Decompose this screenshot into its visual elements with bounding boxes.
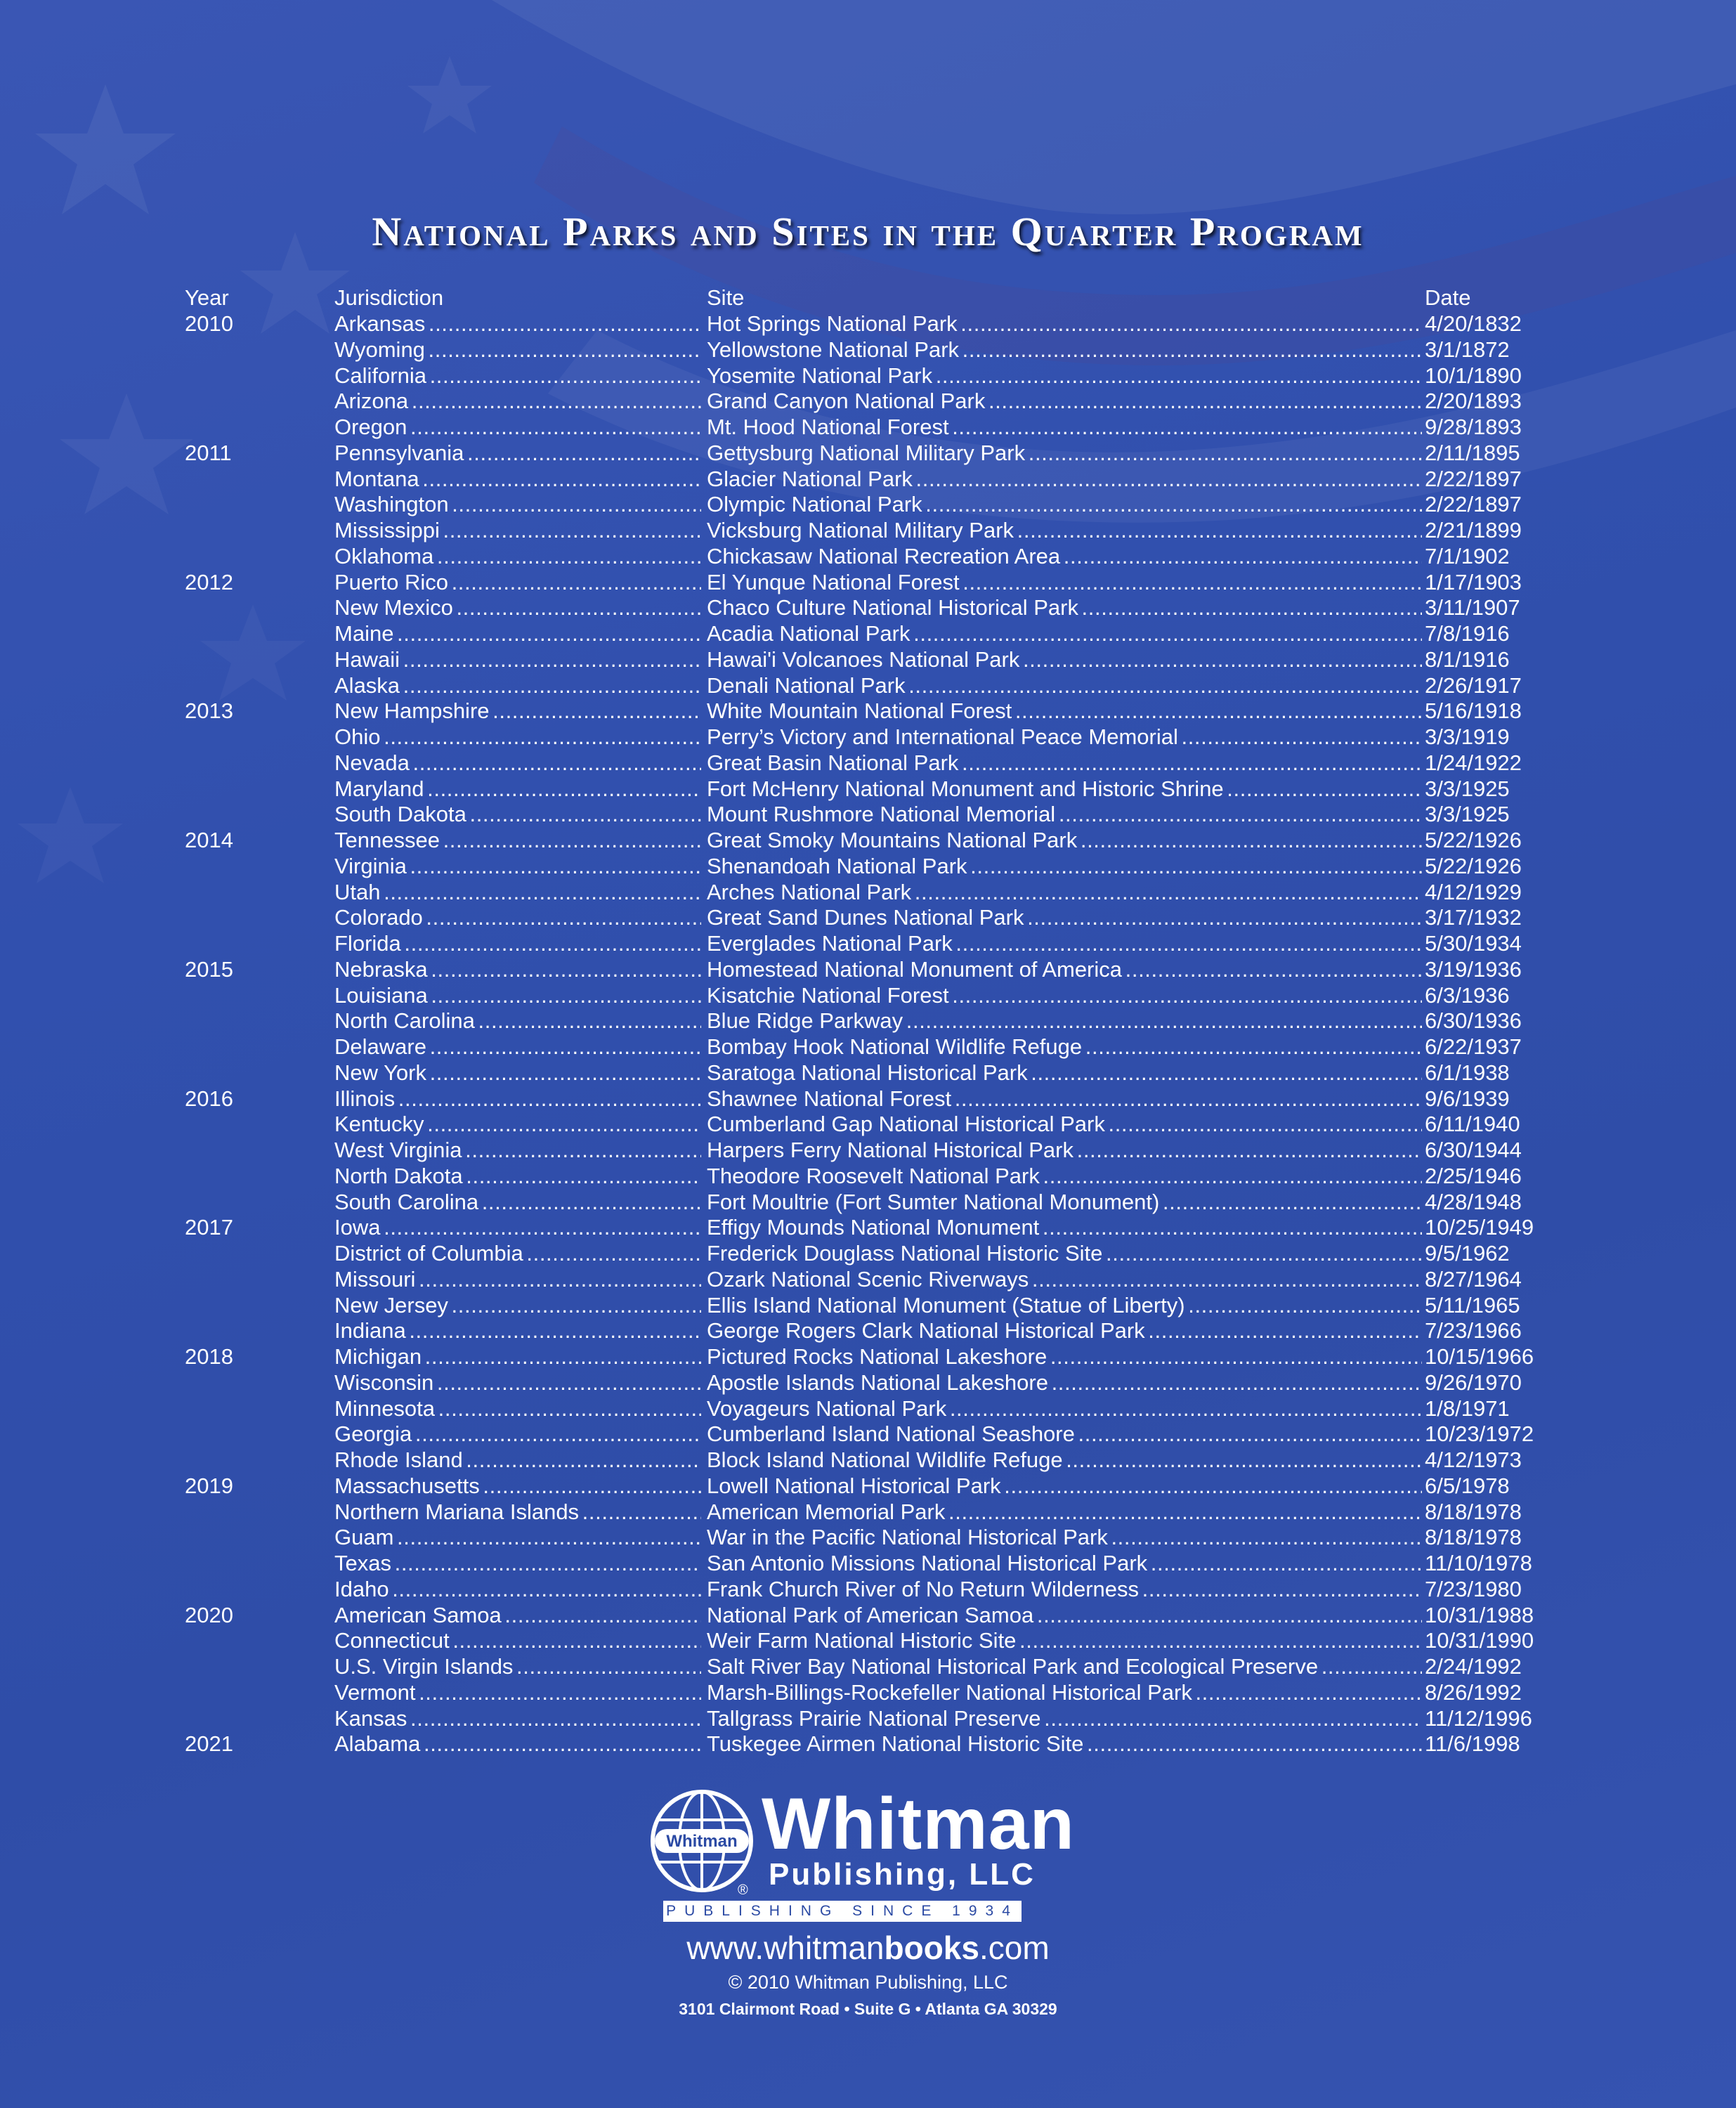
header-jurisdiction: Jurisdiction (334, 285, 444, 310)
row-date: 2/22/1897 (1425, 492, 1522, 517)
table-row (0, 1086, 1736, 1112)
row-date: 10/31/1988 (1425, 1602, 1534, 1627)
whitman-logo (649, 1783, 1085, 1929)
row-jurisdiction: Kentucky . . . (334, 1112, 701, 1138)
copyright: © 2010 Whitman Publishing, LLC (728, 1972, 1008, 1993)
row-date: 3/11/1907 (1425, 595, 1520, 620)
table-row (0, 724, 1736, 750)
table-row (0, 1603, 1736, 1629)
table-row (0, 1731, 1736, 1757)
row-site: Yellowstone National Park . . . (707, 337, 1422, 363)
row-site: National Park of American Samoa . . . (707, 1603, 1422, 1629)
row-jurisdiction: New Mexico . . . (334, 595, 701, 621)
row-date: 11/12/1996 (1425, 1705, 1532, 1731)
table-row (0, 1293, 1736, 1319)
row-jurisdiction: Louisiana . . . (334, 983, 701, 1009)
row-date: 2/26/1917 (1425, 672, 1522, 698)
row-date: 1/17/1903 (1425, 569, 1522, 594)
row-site: Denali National Park . . . (707, 673, 1422, 699)
row-site: Homestead National Monument of America . . . (707, 957, 1422, 983)
row-site: Great Sand Dunes National Park . . . (707, 905, 1422, 931)
globe-label: Whitman (666, 1832, 738, 1851)
row-jurisdiction: Arizona . . . (334, 389, 701, 415)
row-date: 3/17/1932 (1425, 905, 1522, 930)
row-site: Tuskegee Airmen National Historic Site . . . (707, 1731, 1422, 1757)
row-date: 3/19/1936 (1425, 956, 1522, 982)
row-jurisdiction: Arkansas . . . (334, 311, 701, 337)
row-date: 10/1/1890 (1425, 363, 1522, 388)
row-site: El Yunque National Forest . . . (707, 570, 1422, 596)
table-row (0, 441, 1736, 467)
row-jurisdiction: Alaska . . . (334, 673, 701, 699)
row-site: Block Island National Wildlife Refuge . . . (707, 1447, 1422, 1473)
parks-table (0, 285, 1736, 1757)
row-jurisdiction: Maine . . . (334, 621, 701, 647)
row-jurisdiction: Colorado . . . (334, 905, 701, 931)
table-row (0, 544, 1736, 570)
row-jurisdiction: Northern Mariana Islands . . . (334, 1499, 701, 1525)
row-jurisdiction: West Virginia . . . (334, 1138, 701, 1164)
row-jurisdiction: California . . . (334, 363, 701, 389)
table-row (0, 957, 1736, 983)
table-row (0, 1318, 1736, 1344)
row-site: Shawnee National Forest . . . (707, 1086, 1422, 1112)
row-site: Mt. Hood National Forest . . . (707, 415, 1422, 441)
table-row (0, 1447, 1736, 1473)
table-row (0, 1680, 1736, 1706)
row-jurisdiction: Pennsylvania . . . (334, 441, 701, 467)
table-row (0, 595, 1736, 621)
row-jurisdiction: South Dakota . . . (334, 802, 701, 828)
row-date: 8/18/1978 (1425, 1499, 1522, 1524)
row-site: Fort Moultrie (Fort Sumter National Monument) . . . (707, 1190, 1422, 1216)
row-site: Cumberland Gap National Historical Park . . . (707, 1112, 1422, 1138)
row-date: 3/1/1872 (1425, 337, 1510, 362)
row-year: 2015 (185, 956, 233, 982)
header-date: Date (1425, 285, 1471, 310)
row-year: 2012 (185, 569, 233, 594)
row-jurisdiction: North Carolina . . . (334, 1008, 701, 1034)
row-jurisdiction: Florida . . . (334, 931, 701, 957)
table-row (0, 415, 1736, 441)
row-date: 7/8/1916 (1425, 621, 1510, 646)
row-date: 8/27/1964 (1425, 1266, 1522, 1292)
row-site: Vicksburg National Military Park . . . (707, 518, 1422, 544)
row-site: Voyageurs National Park . . . (707, 1396, 1422, 1422)
row-jurisdiction: Connecticut . . . (334, 1628, 701, 1654)
row-year: 2014 (185, 828, 233, 852)
row-date: 2/11/1895 (1425, 440, 1520, 465)
row-site: Effigy Mounds National Monument . . . (707, 1215, 1422, 1241)
table-row (0, 1190, 1736, 1216)
row-date: 2/24/1992 (1425, 1654, 1522, 1679)
table-row (0, 673, 1736, 699)
row-date: 4/28/1948 (1425, 1189, 1522, 1214)
row-site: Tallgrass Prairie National Preserve . . . (707, 1706, 1422, 1732)
row-jurisdiction: Idaho . . . (334, 1577, 701, 1603)
website-link[interactable] (0, 1929, 1736, 1967)
row-date: 5/30/1934 (1425, 931, 1522, 956)
row-date: 2/22/1897 (1425, 466, 1522, 491)
url-prefix: www.whitman (686, 1930, 885, 1966)
table-row (0, 1421, 1736, 1447)
row-jurisdiction: Kansas . . . (334, 1706, 701, 1732)
table-row (0, 1241, 1736, 1267)
row-jurisdiction: District of Columbia . . . (334, 1241, 701, 1267)
row-jurisdiction: Tennessee . . . (334, 828, 701, 854)
row-site: Shenandoah National Park . . . (707, 854, 1422, 880)
row-site: Olympic National Park . . . (707, 492, 1422, 518)
table-row (0, 363, 1736, 389)
table-row (0, 1267, 1736, 1293)
row-site: Blue Ridge Parkway . . . (707, 1008, 1422, 1034)
row-date: 10/31/1990 (1425, 1628, 1534, 1653)
table-row (0, 1706, 1736, 1732)
row-jurisdiction: Hawaii . . . (334, 647, 701, 673)
row-date: 11/10/1978 (1425, 1551, 1532, 1575)
table-row (0, 1551, 1736, 1577)
row-jurisdiction: Mississippi . . . (334, 518, 701, 544)
table-row (0, 1628, 1736, 1654)
row-date: 7/23/1980 (1425, 1576, 1522, 1601)
row-date: 9/5/1962 (1425, 1241, 1510, 1266)
brand-name: Whitman (762, 1783, 1076, 1865)
row-site: Fort McHenry National Monument and Historic Shrine . . . (707, 776, 1422, 802)
brand-tagline: PUBLISHING SINCE 1934 (663, 1901, 1022, 1922)
row-site: White Mountain National Forest . . . (707, 698, 1422, 724)
row-jurisdiction: Wyoming . . . (334, 337, 701, 363)
row-date: 5/22/1926 (1425, 853, 1522, 878)
row-site: Acadia National Park . . . (707, 621, 1422, 647)
row-site: Everglades National Park . . . (707, 931, 1422, 957)
row-jurisdiction: New Jersey . . . (334, 1293, 701, 1319)
row-site: Theodore Roosevelt National Park . . . (707, 1164, 1422, 1190)
row-site: Bombay Hook National Wildlife Refuge . . . (707, 1034, 1422, 1060)
row-jurisdiction: Indiana . . . (334, 1318, 701, 1344)
row-date: 8/1/1916 (1425, 646, 1510, 672)
row-site: Perry’s Victory and International Peace Memorial . . . (707, 724, 1422, 750)
row-jurisdiction: Nevada . . . (334, 750, 701, 776)
table-row (0, 467, 1736, 493)
row-site: Ellis Island National Monument (Statue of Liberty) . . . (707, 1293, 1422, 1319)
row-jurisdiction: Virginia . . . (334, 854, 701, 880)
row-jurisdiction: North Dakota . . . (334, 1164, 701, 1190)
table-row (0, 1112, 1736, 1138)
row-jurisdiction: Nebraska . . . (334, 957, 701, 983)
row-jurisdiction: Texas . . . (334, 1551, 701, 1577)
row-jurisdiction: Utah . . . (334, 880, 701, 906)
row-site: Frederick Douglass National Historic Site . . . (707, 1241, 1422, 1267)
row-date: 4/12/1973 (1425, 1447, 1522, 1472)
table-header (0, 285, 1736, 311)
star-shape (407, 56, 492, 134)
row-jurisdiction: New Hampshire . . . (334, 698, 701, 724)
table-row (0, 570, 1736, 596)
row-date: 7/23/1966 (1425, 1318, 1522, 1343)
row-year: 2010 (185, 311, 233, 336)
row-jurisdiction: Puerto Rico . . . (334, 570, 701, 596)
row-site: Chaco Culture National Historical Park . . . (707, 595, 1422, 621)
table-row (0, 337, 1736, 363)
table-row (0, 802, 1736, 828)
table-row (0, 1525, 1736, 1551)
star-shape (35, 84, 176, 214)
table-row (0, 931, 1736, 957)
row-year: 2016 (185, 1086, 233, 1111)
registered-mark: ® (738, 1882, 748, 1898)
row-year: 2013 (185, 698, 233, 724)
row-date: 8/18/1978 (1425, 1525, 1522, 1550)
table-row (0, 1008, 1736, 1034)
row-date: 11/6/1998 (1425, 1731, 1520, 1757)
row-date: 3/3/1925 (1425, 776, 1510, 801)
url-bold: books (884, 1930, 979, 1966)
row-site: Mount Rushmore National Memorial . . . (707, 802, 1422, 828)
table-row (0, 1215, 1736, 1241)
table-row (0, 1577, 1736, 1603)
row-site: Hot Springs National Park . . . (707, 311, 1422, 337)
row-site: Frank Church River of No Return Wilderness . . . (707, 1577, 1422, 1603)
table-row (0, 854, 1736, 880)
row-date: 1/8/1971 (1425, 1395, 1510, 1421)
row-jurisdiction: Illinois . . . (334, 1086, 701, 1112)
row-date: 10/25/1949 (1425, 1215, 1534, 1240)
row-site: War in the Pacific National Historical Park . . . (707, 1525, 1422, 1551)
row-date: 6/3/1936 (1425, 982, 1510, 1008)
row-date: 6/30/1944 (1425, 1138, 1522, 1162)
row-date: 2/25/1946 (1425, 1163, 1522, 1188)
table-row (0, 983, 1736, 1009)
row-jurisdiction: Missouri . . . (334, 1267, 701, 1293)
row-site: Great Basin National Park . . . (707, 750, 1422, 776)
row-site: Cumberland Island National Seashore . . . (707, 1421, 1422, 1447)
table-row (0, 1396, 1736, 1422)
row-jurisdiction: Iowa . . . (334, 1215, 701, 1241)
row-site: Lowell National Historical Park . . . (707, 1473, 1422, 1499)
row-jurisdiction: Rhode Island . . . (334, 1447, 701, 1473)
row-site: Kisatchie National Forest . . . (707, 983, 1422, 1009)
table-row (0, 1138, 1736, 1164)
row-date: 6/5/1978 (1425, 1473, 1510, 1498)
table-row (0, 750, 1736, 776)
row-year: 2011 (185, 440, 232, 465)
table-row (0, 1499, 1736, 1525)
row-date: 6/22/1937 (1425, 1034, 1522, 1059)
row-date: 1/24/1922 (1425, 750, 1522, 775)
row-site: San Antonio Missions National Historical Park . . . (707, 1551, 1422, 1577)
row-date: 4/12/1929 (1425, 879, 1522, 904)
row-jurisdiction: Wisconsin . . . (334, 1370, 701, 1396)
row-jurisdiction: U.S. Virgin Islands . . . (334, 1654, 701, 1680)
table-row (0, 776, 1736, 802)
row-site: Great Smoky Mountains National Park . . . (707, 828, 1422, 854)
globe-icon (649, 1788, 755, 1894)
row-jurisdiction: Washington . . . (334, 492, 701, 518)
row-site: Pictured Rocks National Lakeshore . . . (707, 1344, 1422, 1370)
header-site: Site (707, 285, 745, 310)
row-date: 5/11/1965 (1425, 1292, 1520, 1318)
row-date: 5/22/1926 (1425, 828, 1522, 852)
row-site: Apostle Islands National Lakeshore . . . (707, 1370, 1422, 1396)
table-row (0, 880, 1736, 906)
table-row (0, 1654, 1736, 1680)
row-site: George Rogers Clark National Historical Park . . . (707, 1318, 1422, 1344)
row-site: Yosemite National Park . . . (707, 363, 1422, 389)
row-jurisdiction: Oregon . . . (334, 415, 701, 441)
row-site: Weir Farm National Historic Site . . . (707, 1628, 1422, 1654)
row-year: 2017 (185, 1215, 233, 1240)
url-suffix: .com (979, 1930, 1050, 1966)
row-site: Chickasaw National Recreation Area . . . (707, 544, 1422, 570)
row-date: 9/26/1970 (1425, 1369, 1522, 1395)
row-year: 2021 (185, 1731, 233, 1757)
row-date: 2/20/1893 (1425, 389, 1522, 414)
row-jurisdiction: Guam . . . (334, 1525, 701, 1551)
table-row (0, 492, 1736, 518)
row-date: 6/1/1938 (1425, 1060, 1510, 1085)
row-year: 2019 (185, 1473, 233, 1498)
table-row (0, 1060, 1736, 1086)
page-title: National Parks and Sites in the Quarter Program (372, 209, 1364, 254)
row-date: 5/16/1918 (1425, 698, 1522, 724)
row-jurisdiction: Ohio . . . (334, 724, 701, 750)
row-site: Gettysburg National Military Park . . . (707, 441, 1422, 467)
row-site: Ozark National Scenic Riverways . . . (707, 1267, 1422, 1293)
row-date: 6/30/1936 (1425, 1008, 1522, 1034)
row-jurisdiction: Montana . . . (334, 467, 701, 493)
row-date: 10/15/1966 (1425, 1344, 1534, 1369)
table-body (0, 311, 1736, 1757)
table-row (0, 828, 1736, 854)
row-jurisdiction: South Carolina . . . (334, 1190, 701, 1216)
row-site: Harpers Ferry National Historical Park . . . (707, 1138, 1422, 1164)
row-date: 9/28/1893 (1425, 415, 1522, 439)
row-date: 6/11/1940 (1425, 1112, 1520, 1137)
row-date: 2/21/1899 (1425, 518, 1522, 542)
row-jurisdiction: New York . . . (334, 1060, 701, 1086)
table-row (0, 389, 1736, 415)
table-row (0, 518, 1736, 544)
row-jurisdiction: Michigan . . . (334, 1344, 701, 1370)
table-row (0, 621, 1736, 647)
row-jurisdiction: Georgia . . . (334, 1421, 701, 1447)
row-date: 7/1/1902 (1425, 543, 1510, 568)
row-site: Saratoga National Historical Park . . . (707, 1060, 1422, 1086)
row-date: 3/3/1919 (1425, 724, 1510, 749)
row-year: 2020 (185, 1602, 233, 1627)
brand-subtitle: Publishing, LLC (769, 1857, 1036, 1892)
row-year: 2018 (185, 1344, 233, 1369)
row-site: Marsh-Billings-Rockefeller National Historical Park . . . (707, 1680, 1422, 1706)
row-jurisdiction: Vermont . . . (334, 1680, 701, 1706)
row-jurisdiction: Massachusetts . . . (334, 1473, 701, 1499)
table-row (0, 1164, 1736, 1190)
row-site: American Memorial Park . . . (707, 1499, 1422, 1525)
table-row (0, 1473, 1736, 1499)
row-jurisdiction: Delaware . . . (334, 1034, 701, 1060)
row-site: Salt River Bay National Historical Park and Ecological Preserve . . . (707, 1654, 1422, 1680)
row-jurisdiction: Maryland . . . (334, 776, 701, 802)
row-jurisdiction: Minnesota . . . (334, 1396, 701, 1422)
row-site: Arches National Park . . . (707, 880, 1422, 906)
table-row (0, 905, 1736, 931)
row-date: 10/23/1972 (1425, 1421, 1534, 1447)
row-jurisdiction: American Samoa . . . (334, 1603, 701, 1629)
table-row (0, 1370, 1736, 1396)
table-row (0, 1344, 1736, 1370)
table-row (0, 647, 1736, 673)
row-date: 3/3/1925 (1425, 802, 1510, 827)
row-date: 4/20/1832 (1425, 311, 1522, 336)
table-row (0, 698, 1736, 724)
row-jurisdiction: Oklahoma . . . (334, 544, 701, 570)
row-jurisdiction: Alabama . . . (334, 1731, 701, 1757)
row-date: 9/6/1939 (1425, 1086, 1510, 1111)
address: 3101 Clairmont Road • Suite G • Atlanta GA 30329 (679, 2000, 1057, 2018)
row-site: Hawai'i Volcanoes National Park . . . (707, 647, 1422, 673)
header-year: Year (185, 285, 229, 310)
row-site: Grand Canyon National Park . . . (707, 389, 1422, 415)
row-site: Glacier National Park . . . (707, 467, 1422, 493)
table-row (0, 1034, 1736, 1060)
table-row (0, 311, 1736, 337)
row-date: 8/26/1992 (1425, 1679, 1522, 1705)
